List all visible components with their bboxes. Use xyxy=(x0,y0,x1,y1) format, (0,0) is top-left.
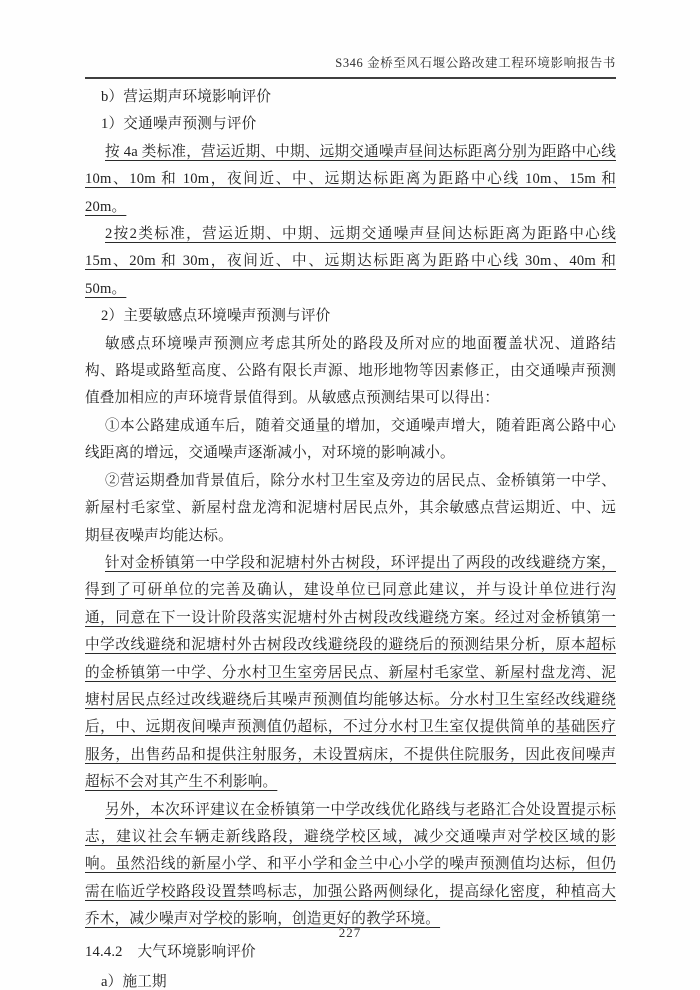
page-number: 227 xyxy=(338,925,362,940)
subheading-2-sensitive-points: 2）主要敏感点环境噪声预测与评价 xyxy=(101,308,331,325)
para-finding-1-traffic-noise: ①本公路建成通车后，随着交通量的增加，交通噪声增大，随着距离公路中心线距离的增远，交通噪声逐渐减小，对环境的影响减小。 xyxy=(85,417,616,462)
para-school-noise-recommendation: 另外，本次环评建议在金桥镇第一中学改线优化路线与老路汇合处设置提示标志，建议社会车辆走新线路段，避绕学校区域，减少交通噪声对学校区域的影响。虽然沿线的新屋小学、和平小学和金兰中心小学的噪声预测值均达标，但仍需在临近学校路段设置禁鸣标志，加强公路两侧绿化，提高绿化密度，种植高大乔木，减少噪声对学校的影响，创造更好的教学环境。 xyxy=(85,801,616,928)
para-sensitive-point-prediction-method: 敏感点环境噪声预测应考虑其所处的路段及所对应的地面覆盖状况、道路结构、路堤或路堑高度、公路有限长声源、地形地物等因素修正，由交通噪声预测值叠加相应的声环境背景值得到。从敏感点预测结果可以得出： xyxy=(85,335,616,407)
subheading-a-construction-period: a）施工期 xyxy=(101,974,167,990)
report-header-title: S346 金桥至风石堰公路改建工程环境影响报告书 xyxy=(335,56,616,70)
para-4a-standard-distances: 按 4a 类标准，营运近期、中期、远期交通噪声昼间达标距离分别为距路中心线 10m、10m 和 10m，夜间近、中、远期达标距离为距路中心线 10m、15m 和 20m。 xyxy=(85,143,616,215)
para-finding-2-background-superposition: ②营运期叠加背景值后，除分水村卫生室及旁边的居民点、金桥镇第一中学、新屋村毛家堂、新屋村盘龙湾和泥塘村居民点外，其余敏感点营运期近、中、远期昼夜噪声均能达标。 xyxy=(85,472,616,544)
para-class2-standard-distances: 2按2类标准，营运近期、中期、远期交通噪声昼间达标距离为距路中心线15m、20m 和 30m，夜间近、中、远期达标距离为距路中心线 30m、40m 和 50m。 xyxy=(85,226,616,297)
subheading-b-operation-noise-evaluation: b）营运期声环境影响评价 xyxy=(101,89,272,105)
page-footer xyxy=(0,924,700,942)
subheading-1-traffic-noise-prediction: 1）交通噪声预测与评价 xyxy=(101,116,257,133)
document-body xyxy=(85,84,616,990)
page-header xyxy=(85,0,616,79)
section-heading-14-4-2-air-environment: 14.4.2 大气环境影响评价 xyxy=(85,943,256,960)
para-reroute-avoidance-plan: 针对金桥镇第一中学段和泥塘村外古树段，环评提出了两段的改线避绕方案，得到了可研单位的完善及确认，建设单位已同意此建议，并与设计单位进行沟通，同意在下一设计阶段落实泥塘村外古树段改线避绕方案。经过对金桥镇第一中学改线避绕和泥塘村外古树段改线避绕段的避绕后的预测结果分析，原本超标的金桥镇第一中学、分水村卫生室旁居民点、新屋村毛家堂、新屋村盘龙湾、泥塘村居民点经过改线避绕后其噪声预测值均能够达标。分水村卫生室经改线避绕后，中、远期夜间噪声预测值仍超标，不过分水村卫生室仅提供简单的基础医疗服务，出售药品和提供注射服务，未设置病床，不提供住院服务，因此夜间噪声超标不会对其产生不利影响。 xyxy=(85,554,616,791)
